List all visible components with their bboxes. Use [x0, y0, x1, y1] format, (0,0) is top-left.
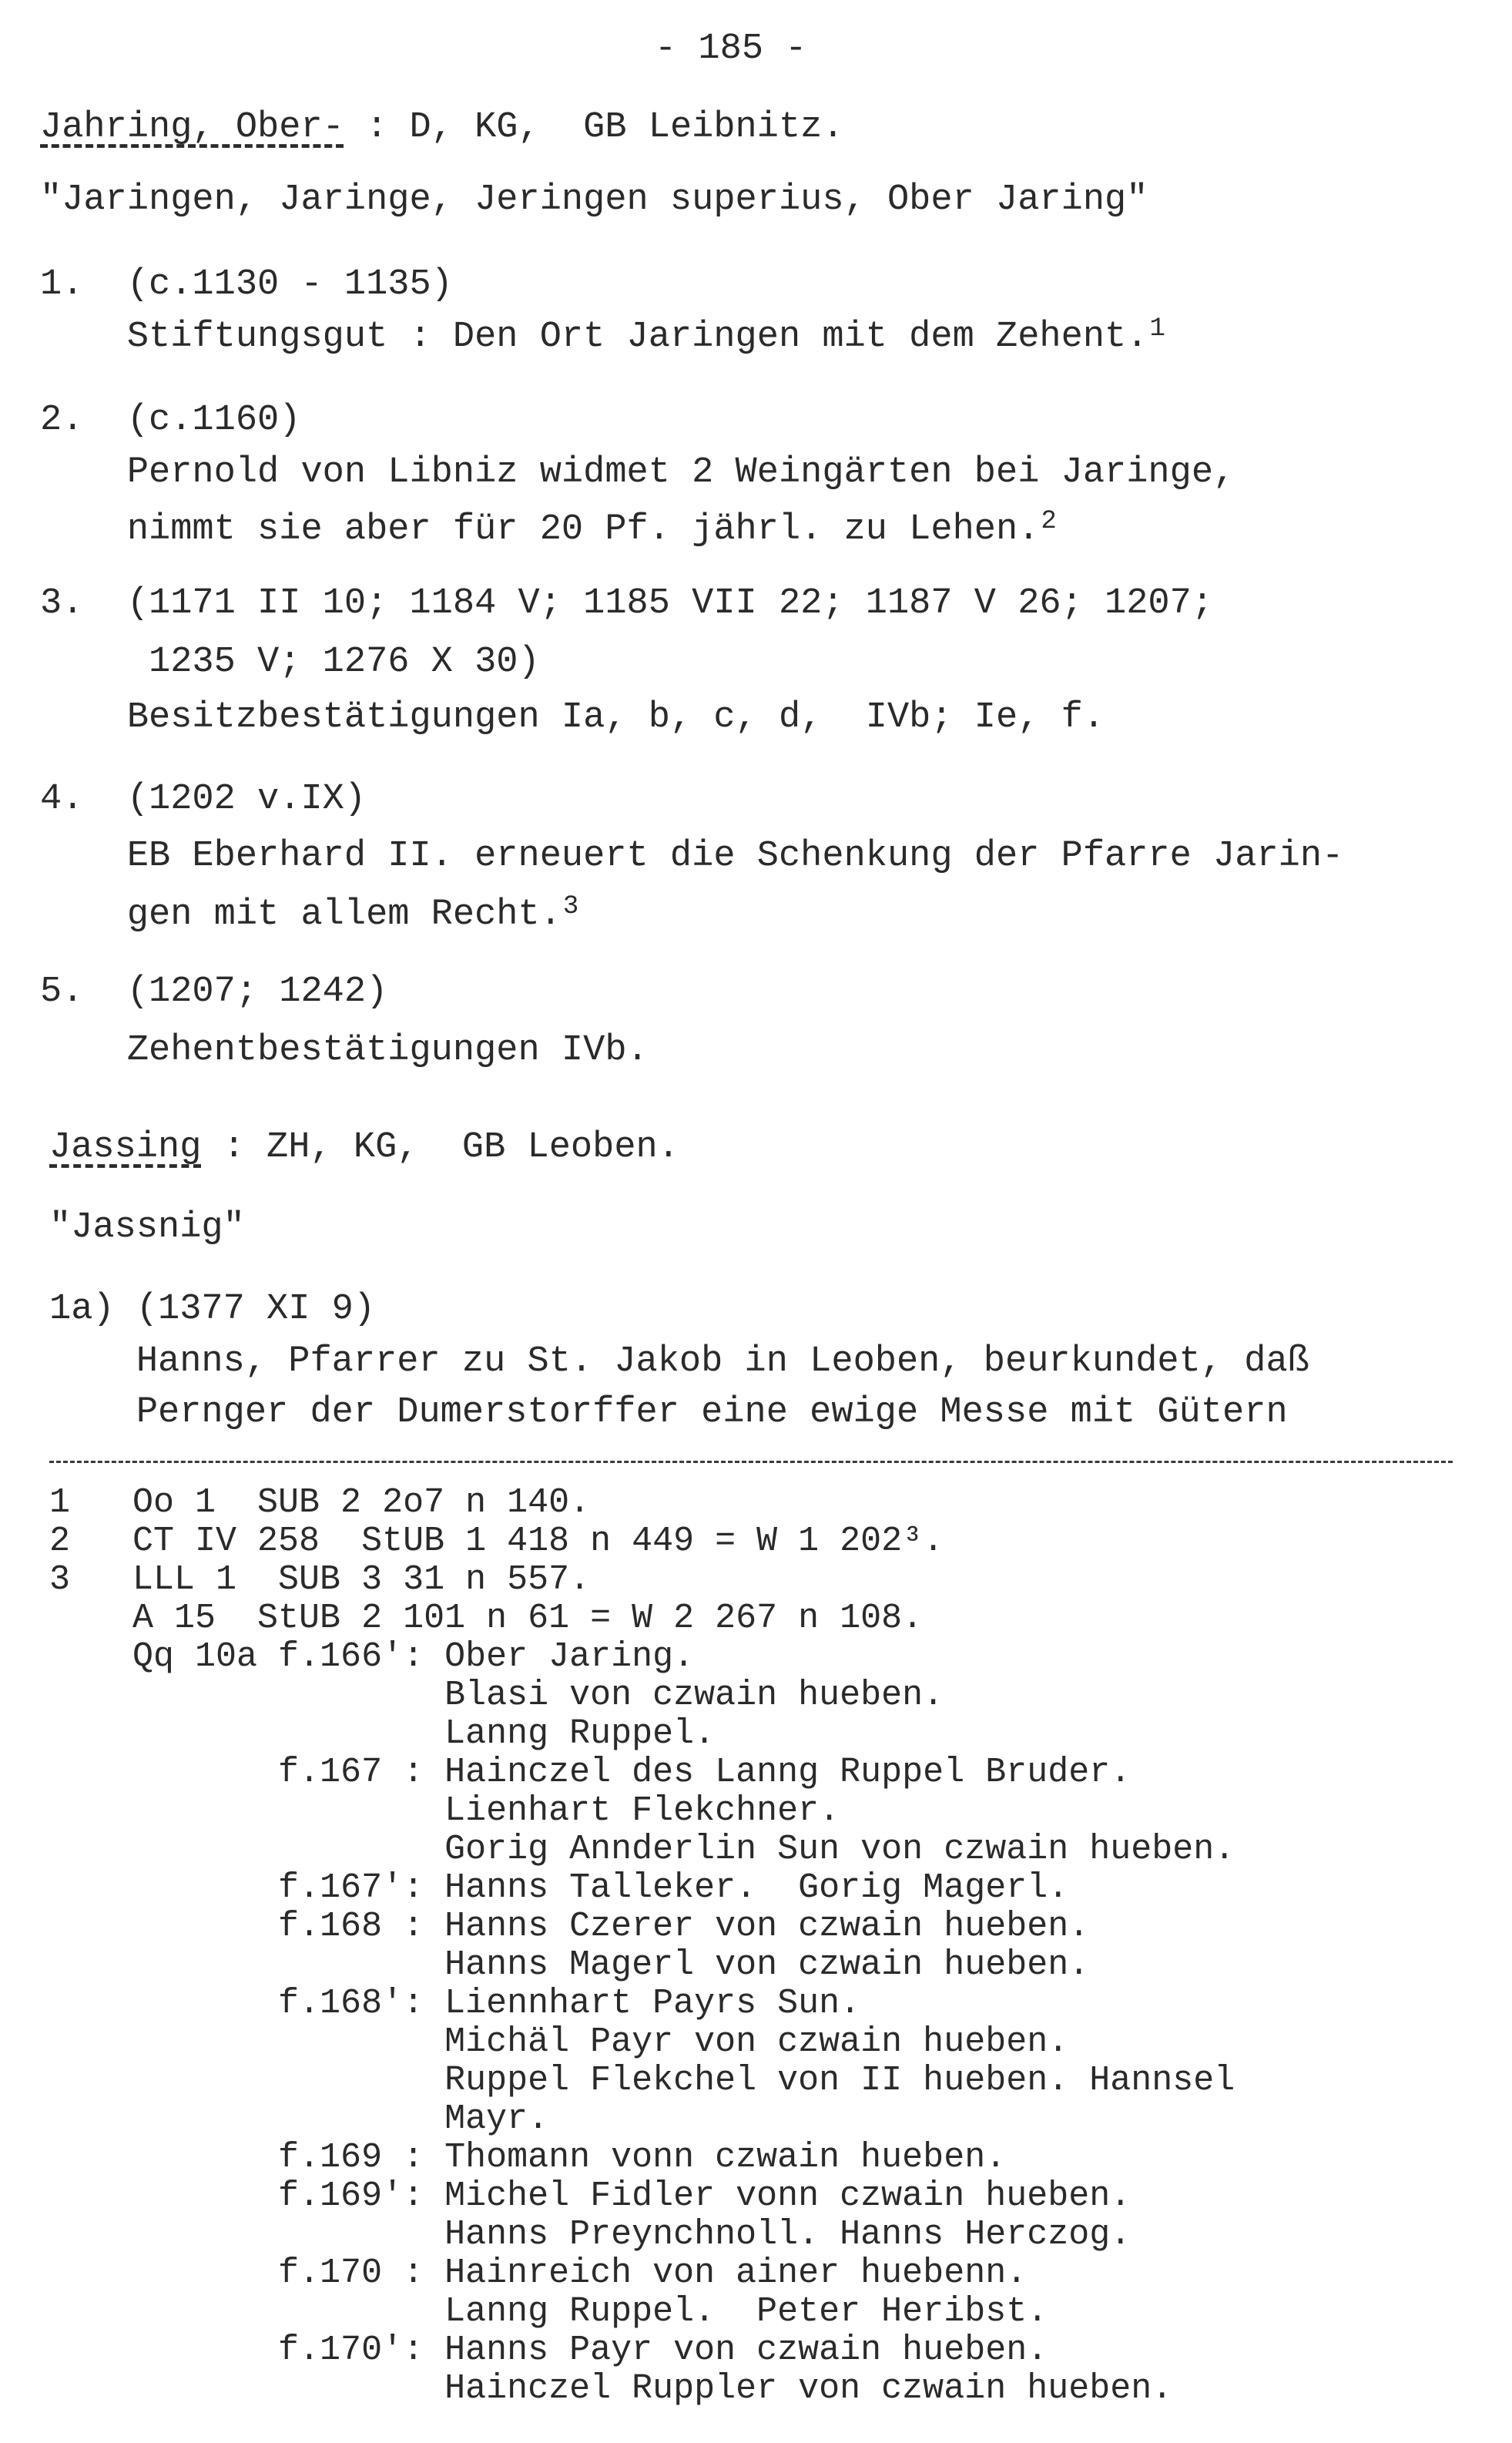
footnote-line: f.170 : Hainreich von ainer huebenn. — [49, 2253, 1028, 2293]
item-line: 4. (1202 v.IX) — [40, 779, 367, 820]
page-number: - 185 - — [655, 29, 807, 69]
footnote-line: Ruppel Flekchel von II hueben. Hannsel — [49, 2061, 1235, 2100]
footnote-line: Qq 10a f.166': Ober Jaring. — [49, 1637, 695, 1676]
item-line: nimmt sie aber für 20 Pf. jährl. zu Lehen.$^2$ — [40, 507, 1057, 550]
item-line: Zehentbestätigungen IVb. — [40, 1030, 649, 1071]
item-line: Besitzbestätigungen Ia, b, c, d, IVb; Ie, f. — [40, 697, 1105, 738]
footnote-line: Hainczel Ruppler von czwain hueben. — [49, 2369, 1173, 2408]
footnote-line: Hanns Preynchnoll. Hanns Herczog. — [49, 2215, 1131, 2254]
item-line: Pernger der Dumerstorffer eine ewige Messe mit Gütern — [49, 1392, 1288, 1433]
footnote-separator — [49, 1461, 1453, 1463]
item-line: 3. (1171 II 10; 1184 V; 1185 VII 22; 1187 V 26; 1207; — [40, 583, 1214, 624]
entry-designation: : ZH, KG, GB Leoben. — [201, 1127, 679, 1168]
entry-place-name: Jassing — [49, 1127, 202, 1168]
item-line: EB Eberhard II. erneuert die Schenkung der Pfarre Jarin- — [40, 836, 1344, 877]
item-line: Hanns, Pfarrer zu St. Jakob in Leoben, beurkundet, daß — [49, 1341, 1309, 1382]
item-line: Pernold von Libniz widmet 2 Weingärten bei Jaringe, — [40, 452, 1235, 493]
entry-heading-line — [40, 109, 844, 146]
entry-place-name: Jahring, Ober- — [40, 107, 344, 148]
footnote-line: 1 Oo 1 SUB 2 2o7 n 140. — [49, 1483, 591, 1522]
footnote-line: Mayr. — [49, 2099, 549, 2139]
item-line: 1. (c.1130 - 1135) — [40, 264, 453, 305]
footnote-marker: 2 — [1041, 507, 1057, 536]
footnote-marker: 1 — [1149, 314, 1165, 344]
item-line: 2. (c.1160) — [40, 400, 301, 441]
footnote-line: Lienhart Flekchner. — [49, 1791, 840, 1831]
footnote-line: f.167': Hanns Talleker. Gorig Magerl. — [49, 1868, 1069, 1908]
item-line: gen mit allem Recht.$^3$ — [40, 892, 579, 935]
footnote-line: Hanns Magerl von czwain hueben. — [49, 1945, 1090, 1985]
footnote-line: Lanng Ruppel. Peter Heribst. — [49, 2292, 1048, 2331]
entry-name-variants: "Jaringen, Jaringe, Jeringen superius, Ober Jaring" — [40, 180, 1148, 220]
footnote-line: f.169': Michel Fidler vonn czwain hueben. — [49, 2176, 1131, 2216]
footnote-line: Gorig Annderlin Sun von czwain hueben. — [49, 1830, 1235, 1869]
footnote-line: Michäl Payr von czwain hueben. — [49, 2022, 1069, 2062]
item-line: 1235 V; 1276 X 30) — [40, 642, 540, 683]
footnote-line: 2 CT IV 258 StUB 1 418 n 449 = W 1 202³. — [49, 1522, 944, 1561]
footnote-line: 3 LLL 1 SUB 3 31 n 557. — [49, 1560, 591, 1599]
footnote-line: f.168': Liennhart Payrs Sun. — [49, 1984, 861, 2023]
item-line: Stiftungsgut : Den Ort Jaringen mit dem Zehent.$^1$ — [40, 314, 1165, 357]
item-line: 1a) (1377 XI 9) — [49, 1289, 376, 1330]
footnote-line: f.170': Hanns Payr von czwain hueben. — [49, 2331, 1048, 2370]
entry-heading-line — [49, 1129, 679, 1166]
item-line: 5. (1207; 1242) — [40, 971, 388, 1012]
footnote-line: Blasi von czwain hueben. — [49, 1676, 944, 1715]
footnote-line: Lanng Ruppel. — [49, 1714, 716, 1753]
footnote-marker: 3 — [562, 892, 579, 921]
footnote-line: f.168 : Hanns Czerer von czwain hueben. — [49, 1907, 1090, 1946]
footnote-line: A 15 StUB 2 101 n 61 = W 2 267 n 108. — [49, 1599, 924, 1638]
footnote-line: f.167 : Hainczel des Lanng Ruppel Bruder. — [49, 1753, 1131, 1792]
entry-designation: : D, KG, GB Leibnitz. — [344, 107, 844, 148]
footnote-line: f.169 : Thomann vonn czwain hueben. — [49, 2138, 1007, 2177]
entry-name-variants: "Jassnig" — [49, 1207, 245, 1248]
